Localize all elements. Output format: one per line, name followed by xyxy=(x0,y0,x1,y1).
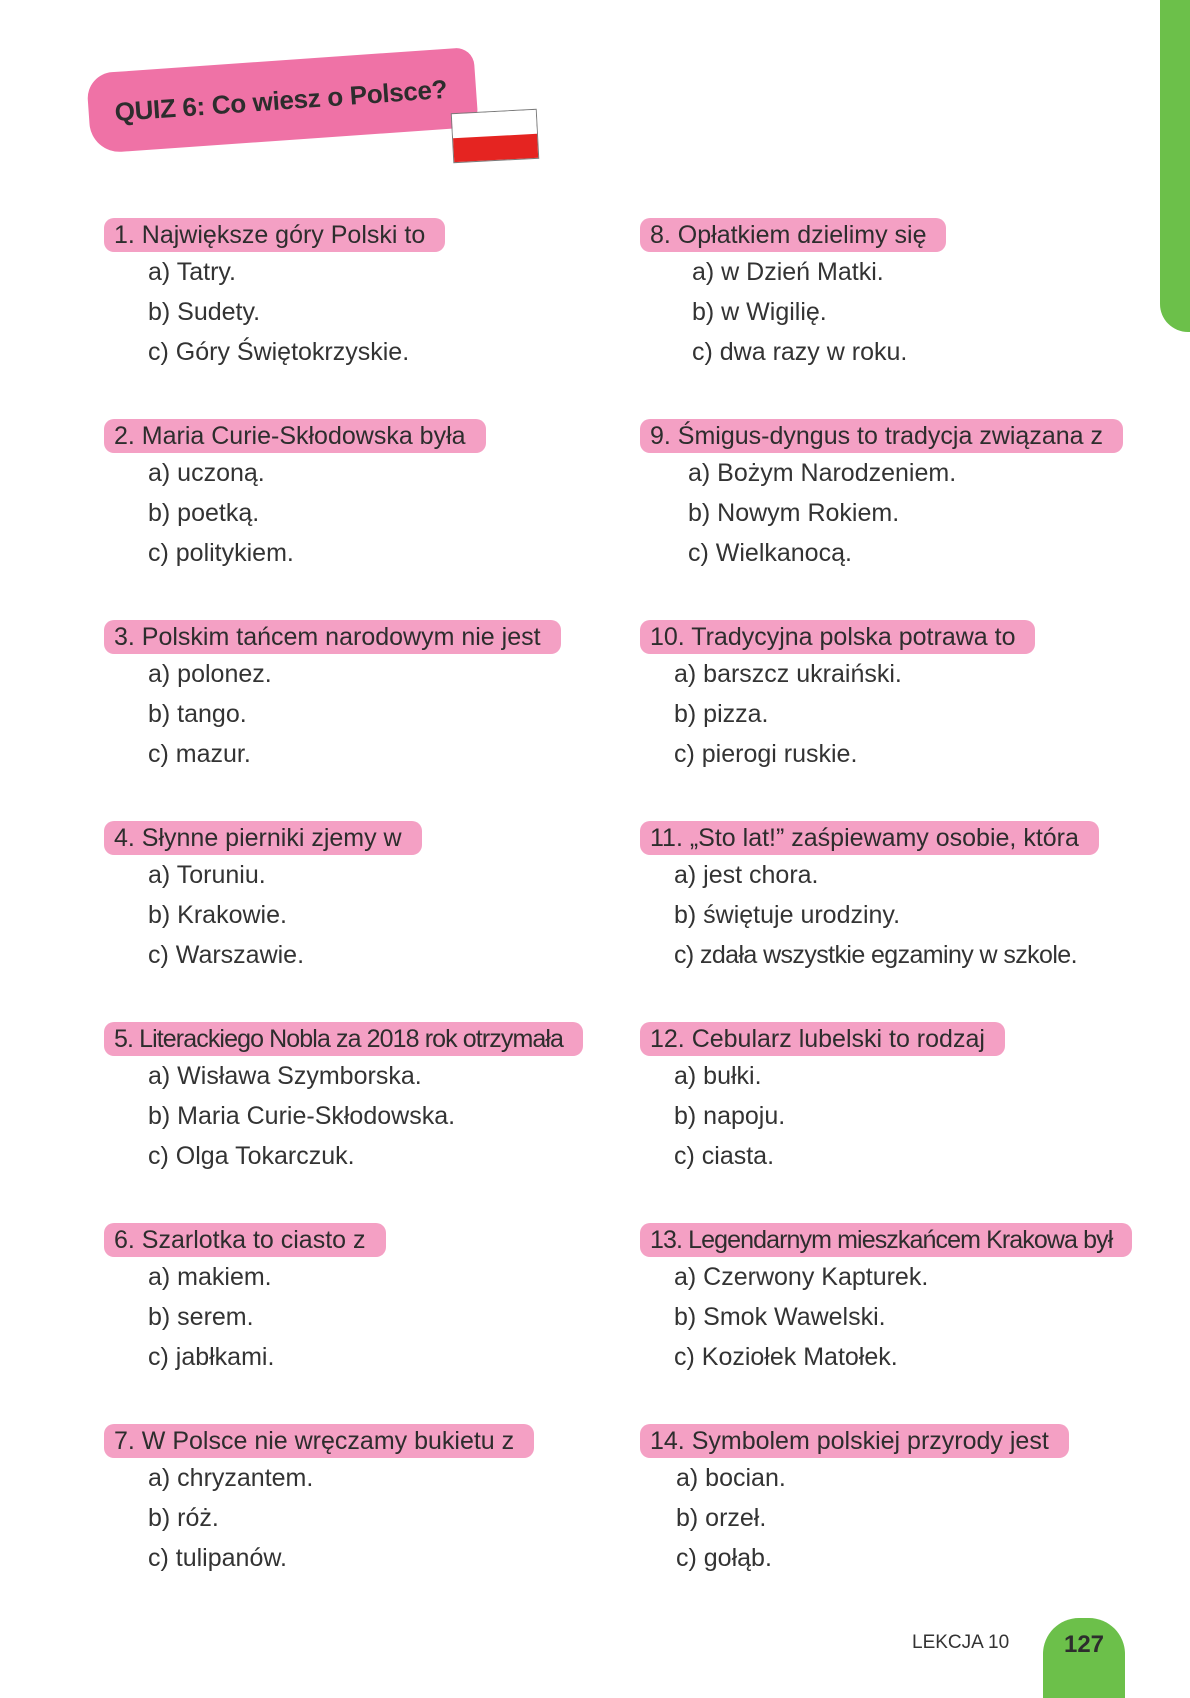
polish-flag-icon xyxy=(451,109,539,163)
answer-a[interactable]: a) chryzantem. xyxy=(148,1464,314,1492)
question-text: 5. Literackiego Nobla za 2018 rok otrzymała xyxy=(104,1022,583,1056)
answer-b[interactable]: b) świętuje urodziny. xyxy=(674,901,901,929)
answer-a[interactable]: a) w Dzień Matki. xyxy=(692,258,884,286)
answer-a[interactable]: a) barszcz ukraiński. xyxy=(674,660,902,688)
answer-c[interactable]: c) pierogi ruskie. xyxy=(674,740,858,768)
answer-b[interactable]: b) pizza. xyxy=(674,700,769,728)
question-5 xyxy=(104,1022,583,1223)
question-8 xyxy=(640,218,1132,419)
answer-c[interactable]: c) jabłkami. xyxy=(148,1343,275,1371)
answer-b[interactable]: b) napoju. xyxy=(674,1102,786,1130)
answer-a[interactable]: a) polonez. xyxy=(148,660,272,688)
question-2 xyxy=(104,419,583,620)
question-text: 9. Śmigus-dyngus to tradycja związana z xyxy=(640,419,1123,453)
answer-b[interactable]: b) serem. xyxy=(148,1303,254,1331)
answer-c[interactable]: c) politykiem. xyxy=(148,539,294,567)
question-12 xyxy=(640,1022,1132,1223)
question-text: 14. Symbolem polskiej przyrody jest xyxy=(640,1424,1069,1458)
question-3 xyxy=(104,620,583,821)
question-text: 8. Opłatkiem dzielimy się xyxy=(640,218,946,252)
quiz-title-banner xyxy=(86,47,479,154)
answer-c[interactable]: c) Góry Świętokrzyskie. xyxy=(148,338,410,366)
answer-c[interactable]: c) mazur. xyxy=(148,740,251,768)
question-14 xyxy=(640,1424,1132,1625)
question-text: 7. W Polsce nie wręczamy bukietu z xyxy=(104,1424,534,1458)
question-6 xyxy=(104,1223,583,1424)
lesson-label: LEKCJA 10 xyxy=(912,1632,1010,1653)
answer-b[interactable]: b) Krakowie. xyxy=(148,901,287,929)
question-text: 2. Maria Curie-Skłodowska była xyxy=(104,419,486,453)
answer-a[interactable]: a) bocian. xyxy=(676,1464,786,1492)
question-1 xyxy=(104,218,583,419)
answer-a[interactable]: a) Wisława Szymborska. xyxy=(148,1062,422,1090)
questions-left-column xyxy=(104,218,583,1625)
answer-b[interactable]: b) poetką. xyxy=(148,499,260,527)
answer-b[interactable]: b) orzeł. xyxy=(676,1504,767,1532)
questions-right-column xyxy=(640,218,1132,1625)
answer-b[interactable]: b) Sudety. xyxy=(148,298,261,326)
answer-c[interactable]: c) dwa razy w roku. xyxy=(692,338,908,366)
answer-b[interactable]: b) tango. xyxy=(148,700,247,728)
answer-a[interactable]: a) Tatry. xyxy=(148,258,236,286)
answer-c[interactable]: c) gołąb. xyxy=(676,1544,772,1572)
question-text: 11. „Sto lat!” zaśpiewamy osobie, która xyxy=(640,821,1099,855)
quiz-title: QUIZ 6: Co wiesz o Polsce? xyxy=(113,73,449,127)
answer-a[interactable]: a) Toruniu. xyxy=(148,861,266,889)
question-text: 4. Słynne pierniki zjemy w xyxy=(104,821,422,855)
answer-c[interactable]: c) Koziołek Matołek. xyxy=(674,1343,898,1371)
question-text: 10. Tradycyjna polska potrawa to xyxy=(640,620,1035,654)
answer-c[interactable]: c) Wielkanocą. xyxy=(688,539,852,567)
answer-a[interactable]: a) bułki. xyxy=(674,1062,762,1090)
question-4 xyxy=(104,821,583,1022)
question-text: 12. Cebularz lubelski to rodzaj xyxy=(640,1022,1005,1056)
page-number-badge xyxy=(1043,1618,1125,1698)
green-edge-tab xyxy=(1160,0,1190,332)
page-number: 127 xyxy=(1063,1631,1105,1658)
answer-a[interactable]: a) Bożym Narodzeniem. xyxy=(688,459,957,487)
answer-c[interactable]: c) ciasta. xyxy=(674,1142,775,1170)
answer-c[interactable]: c) tulipanów. xyxy=(148,1544,287,1572)
question-text: 1. Największe góry Polski to xyxy=(104,218,445,252)
question-7 xyxy=(104,1424,583,1625)
answer-c[interactable]: c) Warszawie. xyxy=(148,941,305,969)
question-10 xyxy=(640,620,1132,821)
question-11 xyxy=(640,821,1132,1022)
answer-b[interactable]: b) Maria Curie-Skłodowska. xyxy=(148,1102,456,1130)
question-13 xyxy=(640,1223,1132,1424)
answer-c[interactable]: c) zdała wszystkie egzaminy w szkole. xyxy=(674,941,1077,969)
answer-a[interactable]: a) jest chora. xyxy=(674,861,819,889)
answer-a[interactable]: a) Czerwony Kapturek. xyxy=(674,1263,929,1291)
answer-b[interactable]: b) Nowym Rokiem. xyxy=(688,499,900,527)
answer-b[interactable]: b) róż. xyxy=(148,1504,219,1532)
question-text: 13. Legendarnym mieszkańcem Krakowa był xyxy=(640,1223,1132,1257)
question-text: 3. Polskim tańcem narodowym nie jest xyxy=(104,620,561,654)
answer-a[interactable]: a) makiem. xyxy=(148,1263,272,1291)
question-text: 6. Szarlotka to ciasto z xyxy=(104,1223,386,1257)
answer-c[interactable]: c) Olga Tokarczuk. xyxy=(148,1142,355,1170)
answer-a[interactable]: a) uczoną. xyxy=(148,459,265,487)
question-9 xyxy=(640,419,1132,620)
answer-b[interactable]: b) Smok Wawelski. xyxy=(674,1303,886,1331)
answer-b[interactable]: b) w Wigilię. xyxy=(692,298,827,326)
